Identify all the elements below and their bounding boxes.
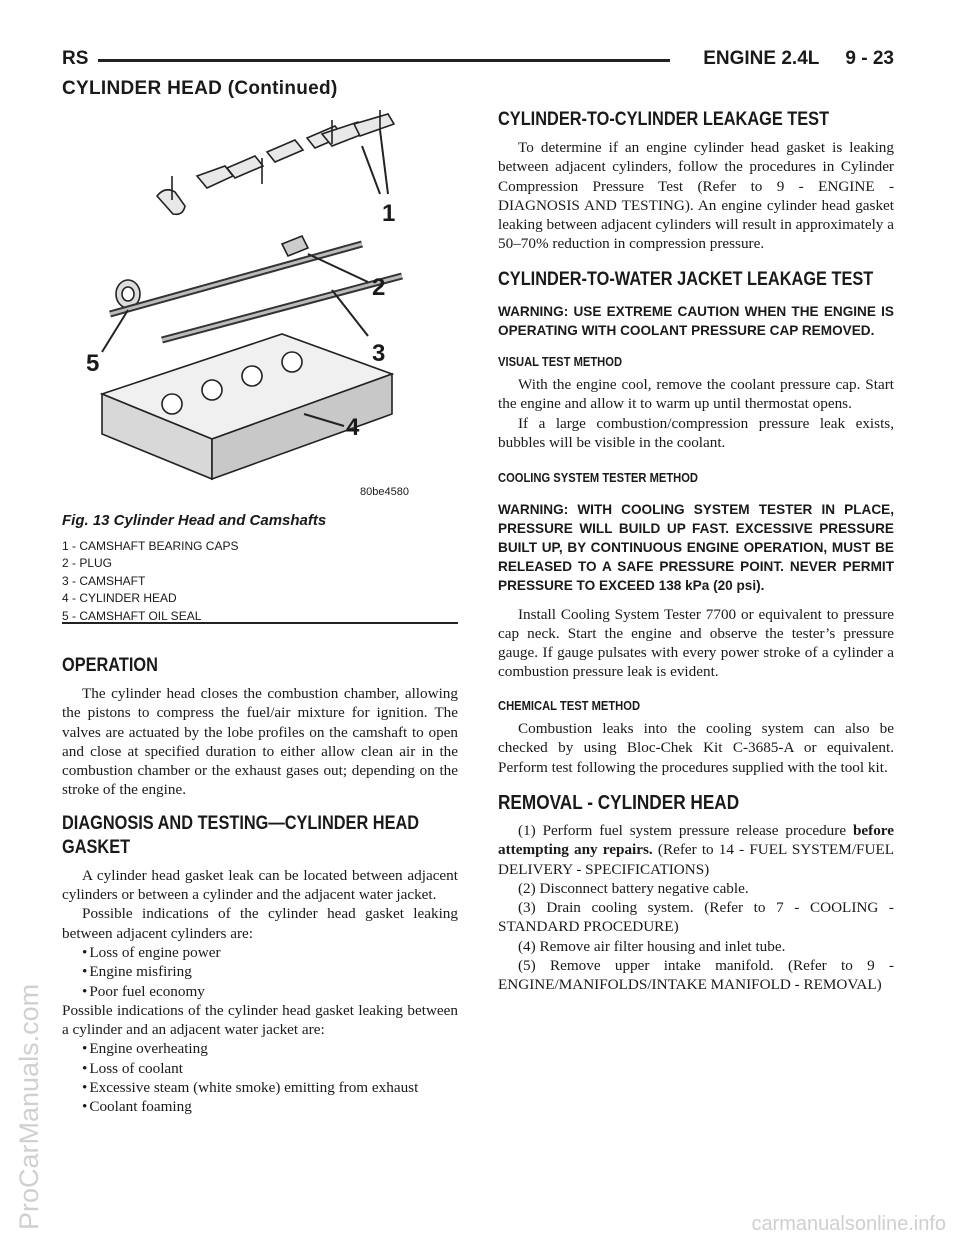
figure-legend <box>62 538 238 625</box>
bullet-item: • Loss of coolant <box>62 1059 458 1078</box>
legend-item: 1 - CAMSHAFT BEARING CAPS <box>62 539 239 553</box>
removal-heading: REMOVAL - CYLINDER HEAD <box>498 791 740 814</box>
callout-3: 3 <box>372 340 386 367</box>
legend-item: 4 - CYLINDER HEAD <box>62 591 177 606</box>
figure-caption: Fig. 13 Cylinder Head and Camshafts <box>62 512 327 529</box>
callout-1: 1 <box>382 200 396 227</box>
callout-4: 4 <box>346 414 360 441</box>
bullet-item: • Excessive steam (white smoke) emitting from exhaust <box>62 1078 458 1097</box>
page-header <box>62 48 894 74</box>
bullet-item: • Engine overheating <box>62 1039 458 1058</box>
diagnosis-paragraph-2: Possible indications of the cylinder head gasket leaking between adjacent cylinders are: <box>62 905 458 942</box>
removal-step-2: (2) Disconnect battery negative cable. <box>518 879 749 897</box>
diagnosis-heading-line1: DIAGNOSIS AND TESTING—CYLINDER HEAD <box>62 812 420 834</box>
leakage-test-text: To determine if an engine cylinder head gasket is leaking between adjacent cylinders, follow the procedures in Cylinder Compression Pressure Test (Refer to 9 - ENGINE - DIAGNOSIS AND TESTING). An engine cylinder head gasket leaking between adjacent cylinders will result in approximately a 50–70% reduction in compression pressure. <box>498 139 894 253</box>
step-1-text: (1) Perform fuel system pressure release procedure <box>518 821 853 839</box>
warning-coolant-cap: WARNING: USE EXTREME CAUTION WHEN THE ENGINE IS OPERATING WITH COOLANT PRESSURE CAP REMOVED. <box>498 303 894 338</box>
cooling-tester-text: Install Cooling System Tester 7700 or equivalent to pressure cap neck. Start the engine and observe the tester’s pressure gauge. If gauge pulsates with every power stroke of a cylinder a combustion pressure leak is evident. <box>498 605 894 681</box>
side-watermark-text: ProCarManuals.com <box>14 983 44 1230</box>
legend-item: 2 - PLUG <box>62 556 113 571</box>
diagnosis-paragraph-1: A cylinder head gasket leak can be located between adjacent cylinders or between a cylinder and the adjacent water jacket. <box>62 866 458 904</box>
bullet-item: • Engine misfiring <box>62 962 458 981</box>
step-1-emphasis: before attempting any repairs. <box>498 821 894 859</box>
step-1-reference: (Refer to 14 - FUEL SYSTEM/FUEL DELIVERY - SPECIFICATIONS) <box>498 841 895 878</box>
right-column <box>498 104 894 995</box>
removal-step-1 <box>498 821 894 879</box>
removal-step-4: (4) Remove air filter housing and inlet tube. <box>518 937 786 955</box>
left-column <box>62 648 458 1117</box>
header-rule <box>98 59 670 62</box>
legend-item: 3 - CAMSHAFT <box>62 573 146 588</box>
bullet-item: • Coolant foaming <box>62 1097 458 1116</box>
visual-test-text-1: With the engine cool, remove the coolant pressure cap. Start the engine and allow it to warm up until thermostat opens. <box>498 376 894 413</box>
removal-step-3: (3) Drain cooling system. (Refer to 7 - COOLING - STANDARD PROCEDURE) <box>498 899 894 936</box>
chemical-test-heading: CHEMICAL TEST METHOD <box>498 697 641 713</box>
cylinder-head-illustration <box>62 104 458 504</box>
diagnosis-heading-line2: GASKET <box>62 836 131 858</box>
continued-title: CYLINDER HEAD (Continued) <box>62 78 338 99</box>
figure-13 <box>62 104 458 624</box>
legend-item: 5 - CAMSHAFT OIL SEAL <box>62 608 202 623</box>
chemical-test-text: Combustion leaks into the cooling system can also be checked by using Bloc-Chek Kit C-3685-A or equivalent. Perform test following the procedures supplied with the tool kit. <box>498 720 894 776</box>
figure-rule <box>62 622 458 624</box>
header-section-code: RS <box>62 48 89 69</box>
water-jacket-heading: CYLINDER-TO-WATER JACKET LEAKAGE TEST <box>498 268 874 290</box>
operation-heading: OPERATION <box>62 655 158 676</box>
visual-test-text-2: If a large combustion/compression pressure leak exists, bubbles will be visible in the coolant. <box>498 414 894 451</box>
operation-text: The cylinder head closes the combustion chamber, allowing the pistons to compress the fuel/air mixture for ignition. The valves are actuated by the lobe profiles on the camshaft to open and close at specified duration to either allow clean air in the combustion chamber or the exhaust gases out; depending on the stroke of the engine. <box>62 685 458 799</box>
removal-step-5: (5) Remove upper intake manifold. (Refer to 9 - ENGINE/MANIFOLDS/INTAKE MANIFOLD - REMOVAL) <box>498 957 894 994</box>
callout-5: 5 <box>86 350 100 377</box>
diagnosis-paragraph-3: Possible indications of the cylinder head gasket leaking between a cylinder and an adjacent water jacket are: <box>62 1001 458 1039</box>
header-page-title: ENGINE 2.4L 9 - 23 <box>703 48 894 69</box>
callout-2: 2 <box>372 274 386 301</box>
warning-pressure: WARNING: WITH COOLING SYSTEM TESTER IN PLACE, PRESSURE WILL BUILD UP FAST. EXCESSIVE PRESSURE BUILT UP, BY CONTINUOUS ENGINE OPERATION, MUST BE RELEASED TO A SAFE PRESSURE POINT. NEVER PERMIT PRESSURE TO EXCEED 138 kPa (20 psi). <box>498 501 894 593</box>
leakage-test-heading: CYLINDER-TO-CYLINDER LEAKAGE TEST <box>498 109 830 130</box>
bottom-watermark: carmanualsonline.info <box>751 1213 946 1235</box>
cooling-tester-heading: COOLING SYSTEM TESTER METHOD <box>498 470 699 486</box>
bullet-item: • Poor fuel economy <box>62 982 458 1001</box>
figure-code: 80be4580 <box>360 486 409 498</box>
visual-test-heading: VISUAL TEST METHOD <box>498 353 623 369</box>
side-watermark <box>6 470 46 1240</box>
bullet-item: • Loss of engine power <box>62 943 458 962</box>
